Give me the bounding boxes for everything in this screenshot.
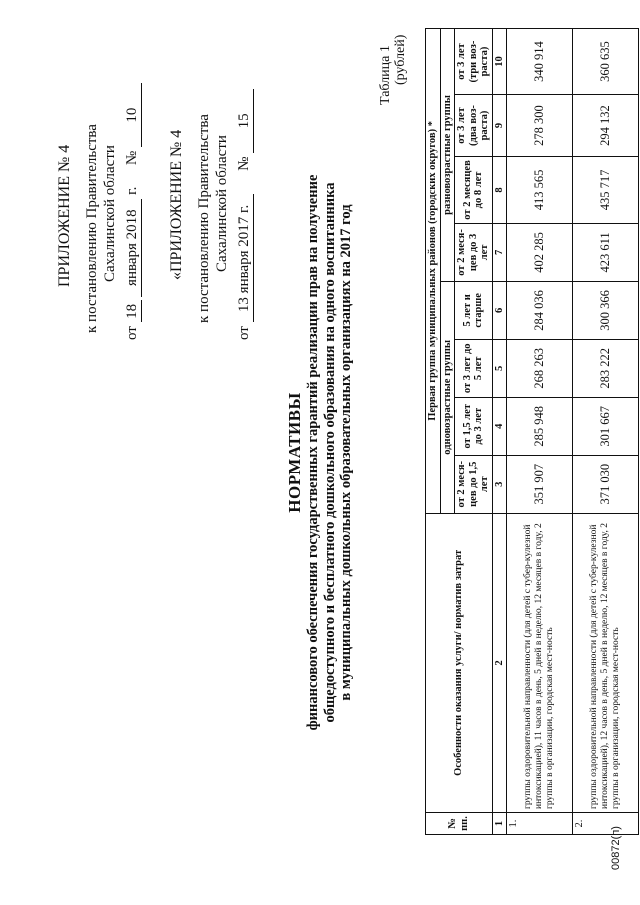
value-cell: 360 635 [572,29,638,95]
appendix-day: 18 [124,300,142,322]
index-cell: 10 [492,29,506,95]
table-index-row [492,29,506,835]
appendix-no-sign: № [124,150,140,166]
value-cell: 371 030 [572,455,638,513]
header-no: № пп. [426,813,493,835]
old-appendix-ot: от [236,326,252,340]
header-age-col: 5 лет и старше [455,281,493,339]
header-mixed-age: разновозрастные группы [440,29,455,282]
value-cell: 413 565 [506,157,572,224]
header-age-col: от 2 меся-цев до 3 лет [455,223,493,281]
appendix-title: ПРИЛОЖЕНИЕ № 4 [56,144,73,287]
table-label: Таблица 1 [378,45,393,105]
header-same-age: одновозрастные группы [440,281,455,513]
index-cell: 5 [492,339,506,397]
appendix-date-line [124,83,142,340]
row-number: 1. [506,813,572,835]
old-appendix-title: «ПРИЛОЖЕНИЕ № 4 [168,129,185,280]
old-appendix-date: 13 января 2017 г. [236,194,254,322]
heading-line-2: общедоступного и бесплатного дошкольного образования на одного воспитанника [321,182,338,723]
row-description: группы оздоровительной направленности (для детей с тубер-кулезной интоксикацией), 11 часов в день, 5 дней в неделю, 12 месяцев в году, 2 группы в организации, городская мест-ность [506,513,572,812]
footer-code: 00872(п) [610,826,622,870]
index-cell: 4 [492,397,506,455]
old-appendix-date-line [236,89,254,340]
header-age-col: от 3 лет (два воз-раста) [455,95,493,157]
row-description: группы оздоровительной направленности (для детей с тубер-кулезной интоксикацией), 12 часов в день, 5 дней в неделю, 12 месяцев в году, 2 группы в организации, городская мест-ность [572,513,638,812]
value-cell: 435 717 [572,157,638,224]
header-group: Первая группа муниципальных районов (городских округов) * [426,29,441,514]
header-age-col: от 2 месяцев до 8 лет [455,157,493,224]
header-age-col: от 1,5 лет до 3 лет [455,397,493,455]
value-cell: 402 285 [506,223,572,281]
value-cell: 294 132 [572,95,638,157]
table-units: (рублей) [393,34,408,85]
value-cell: 423 611 [572,223,638,281]
value-cell: 268 263 [506,339,572,397]
appendix-line-1: к постановлению Правительства [84,124,100,333]
document-heading [285,0,355,905]
header-feature: Особенности оказания услуги/ норматив затрат [426,513,493,812]
old-appendix-line-2: Сахалинской области [214,135,230,272]
value-cell: 300 366 [572,281,638,339]
appendix-ot: от [124,326,140,340]
appendix-number: 10 [124,83,142,147]
appendix-line-2: Сахалинской области [102,145,118,282]
index-cell: 6 [492,281,506,339]
index-cell: 8 [492,157,506,224]
heading-line-3: в муниципальных дошкольных образовательных организациях на 2017 год [338,204,355,701]
index-cell: 2 [492,513,506,812]
value-cell: 301 667 [572,397,638,455]
header-age-col: от 3 лет (три воз-раста) [455,29,493,95]
index-cell: 7 [492,223,506,281]
heading-line-1: финансового обеспечения государственных гарантий реализации прав на получение [305,174,321,731]
index-cell: 9 [492,95,506,157]
heading-title: НОРМАТИВЫ [285,392,304,513]
value-cell: 351 907 [506,455,572,513]
table-row [506,29,572,835]
value-cell: 283 222 [572,339,638,397]
appendix-g: г. [124,186,140,195]
old-appendix-line-1: к постановлению Правительства [196,114,212,323]
old-appendix-number: 15 [236,89,254,153]
norms-table [425,28,639,835]
old-appendix-no-sign: № [236,156,252,171]
value-cell: 278 300 [506,95,572,157]
index-cell: 1 [492,813,506,835]
appendix-month-year: января 2018 [124,199,142,297]
header-age-col: от 3 лет до 5 лет [455,339,493,397]
table-row [572,29,638,835]
value-cell: 340 914 [506,29,572,95]
table-header-row-1 [426,29,441,835]
header-age-col: от 2 меся-цев до 1,5 лет [455,455,493,513]
value-cell: 284 036 [506,281,572,339]
value-cell: 285 948 [506,397,572,455]
index-cell: 3 [492,455,506,513]
row-number: 2. [572,813,638,835]
